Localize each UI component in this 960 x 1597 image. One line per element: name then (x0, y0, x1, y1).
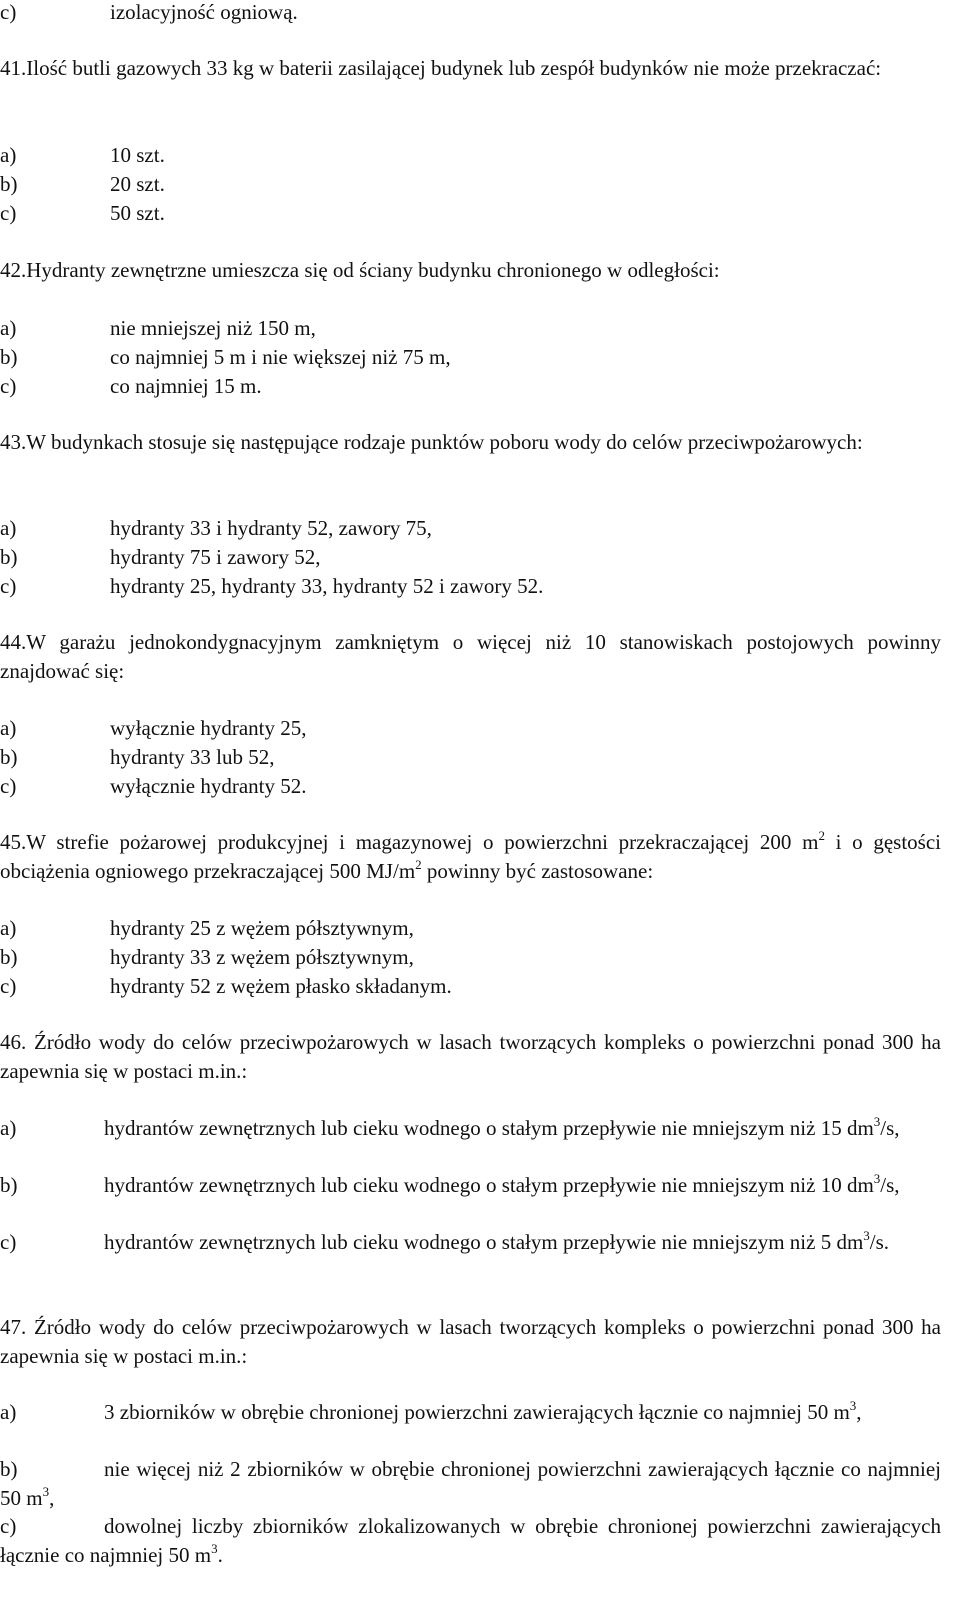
answer-letter: b) (0, 1457, 18, 1481)
answer-text: hydranty 25 z wężem półsztywnym, (110, 916, 414, 940)
question-text: W garażu jednokondygnacyjnym zamkniętym o więcej niż 10 stanowiskach postojowych powinny znajdować się: (0, 630, 941, 683)
question-text: W strefie pożarowej produkcyjnej i magazynowej o powierzchni przekraczającej 200 m (26, 830, 819, 854)
answer-item (0, 714, 941, 743)
superscript: 3 (873, 1171, 881, 1186)
answer-letter: c) (0, 574, 17, 598)
answer-item (0, 514, 941, 543)
question-text: powinny być zastosowane: (421, 859, 654, 883)
superscript: 3 (42, 1484, 50, 1499)
answer-item (0, 1398, 941, 1427)
answer-item (0, 972, 941, 1001)
answer-text: hydranty 75 i zawory 52, (110, 545, 321, 569)
answer-letter: c) (0, 1514, 17, 1538)
answer-text: co najmniej 15 m. (110, 374, 262, 398)
answer-letter: a) (0, 516, 17, 540)
answer-letter: b) (0, 172, 18, 196)
answer-item (0, 1171, 941, 1200)
question-text: i o gęstości obciążenia ogniowego przekraczającej 500 MJ/m (0, 830, 941, 883)
question-42 (0, 256, 941, 285)
answer-letter: a) (0, 716, 17, 740)
question-text: W budynkach stosuje się następujące rodzaje punktów poboru wody do celów przeciwpożarowych: (26, 430, 863, 454)
answer-letter: b) (0, 1173, 18, 1197)
superscript: 2 (818, 828, 825, 843)
question-text: Hydranty zewnętrzne umieszcza się od ściany budynku chronionego w odległości: (26, 258, 720, 282)
answer-letter: a) (0, 143, 17, 167)
answer-item (0, 199, 941, 228)
answer-text: dowolnej liczby zbiorników zlokalizowanych w obrębie chronionej powierzchni zawierających łącznie co najmniej 50 m (0, 1514, 941, 1567)
answer-item (0, 141, 941, 170)
answer-letter: c) (0, 974, 17, 998)
answer-letter: b) (0, 545, 18, 569)
answer-letter: c) (0, 1230, 17, 1254)
question-46 (0, 1028, 941, 1086)
answer-item (0, 0, 941, 27)
answer-text: co najmniej 5 m i nie większej niż 75 m, (110, 345, 451, 369)
answer-text: 20 szt. (110, 172, 165, 196)
answer-item (0, 743, 941, 772)
question-number: 45. (0, 830, 27, 854)
answer-text: 50 szt. (110, 201, 165, 225)
answer-text: wyłącznie hydranty 25, (110, 716, 307, 740)
question-45 (0, 828, 941, 886)
superscript: 3 (863, 1228, 870, 1243)
question-44 (0, 628, 941, 686)
superscript: 3 (873, 1114, 881, 1129)
answer-item (0, 1455, 941, 1513)
answer-text: hydranty 33 i hydranty 52, zawory 75, (110, 516, 432, 540)
answer-text: izolacyjność ogniową. (110, 0, 298, 24)
answer-text: hydranty 25, hydranty 33, hydranty 52 i zawory 52. (110, 574, 544, 598)
superscript: 2 (415, 857, 422, 872)
answer-text-tail: . (217, 1543, 223, 1567)
answer-text-tail: /s. (869, 1230, 890, 1254)
answer-letter: a) (0, 916, 17, 940)
question-number: 44. (0, 630, 27, 654)
answer-letter: c) (0, 374, 17, 398)
answer-text: hydrantów zewnętrznych lub cieku wodnego o stałym przepływie nie mniejszym niż 15 dm (104, 1116, 874, 1140)
answer-item (0, 914, 941, 943)
answer-item (0, 1228, 941, 1257)
answer-text: hydranty 33 z wężem półsztywnym, (110, 945, 414, 969)
answer-item (0, 543, 941, 572)
answer-item (0, 170, 941, 199)
answer-item (0, 343, 941, 372)
answer-text: wyłącznie hydranty 52. (110, 774, 307, 798)
answer-item (0, 372, 941, 401)
superscript: 3 (849, 1398, 857, 1413)
answer-letter: a) (0, 1116, 17, 1140)
answer-text: hydranty 52 z wężem płasko składanym. (110, 974, 452, 998)
answer-text: nie więcej niż 2 zbiorników w obrębie chronionej powierzchni zawierających łącznie co najmniej 50 m (0, 1457, 941, 1510)
answer-letter: c) (0, 201, 17, 225)
question-text: Ilość butli gazowych 33 kg w baterii zasilającej budynek lub zespół budynków nie może przekraczać: (26, 56, 882, 80)
question-text: Źródło wody do celów przeciwpożarowych w lasach tworzących kompleks o powierzchni ponad 300 ha zapewnia się w postaci m.in.: (0, 1315, 942, 1368)
answer-text: hydranty 33 lub 52, (110, 745, 275, 769)
question-43 (0, 428, 941, 457)
answer-letter: b) (0, 945, 18, 969)
answer-item (0, 314, 941, 343)
answer-text-tail: /s, (880, 1173, 900, 1197)
answer-text: 3 zbiorników w obrębie chronionej powierzchni zawierających łącznie co najmniej 50 m (104, 1400, 850, 1424)
question-41 (0, 54, 941, 83)
question-number: 42. (0, 258, 27, 282)
answer-letter: c) (0, 0, 17, 24)
answer-text-tail: , (856, 1400, 862, 1424)
answer-letter: a) (0, 1400, 17, 1424)
answer-letter: b) (0, 745, 18, 769)
answer-item (0, 572, 941, 601)
answer-text-tail: /s, (880, 1116, 900, 1140)
answer-letter: b) (0, 345, 18, 369)
question-text: Źródło wody do celów przeciwpożarowych w lasach tworzących kompleks o powierzchni ponad 300 ha zapewnia się w postaci m.in.: (0, 1030, 942, 1083)
answer-text: hydrantów zewnętrznych lub cieku wodnego o stałym przepływie nie mniejszym niż 5 dm (104, 1230, 864, 1254)
question-number: 46. (0, 1030, 27, 1054)
answer-item (0, 772, 941, 801)
answer-text: 10 szt. (110, 143, 165, 167)
superscript: 3 (211, 1541, 218, 1556)
answer-letter: c) (0, 774, 17, 798)
answer-text-tail: , (49, 1486, 55, 1510)
answer-text: nie mniejszej niż 150 m, (110, 316, 316, 340)
answer-letter: a) (0, 316, 17, 340)
question-number: 43. (0, 430, 27, 454)
answer-text: hydrantów zewnętrznych lub cieku wodnego o stałym przepływie nie mniejszym niż 10 dm (104, 1173, 874, 1197)
answer-item (0, 943, 941, 972)
question-number: 47. (0, 1315, 27, 1339)
answer-item (0, 1512, 941, 1570)
question-47 (0, 1313, 941, 1371)
question-number: 41. (0, 56, 27, 80)
answer-item (0, 1114, 941, 1143)
